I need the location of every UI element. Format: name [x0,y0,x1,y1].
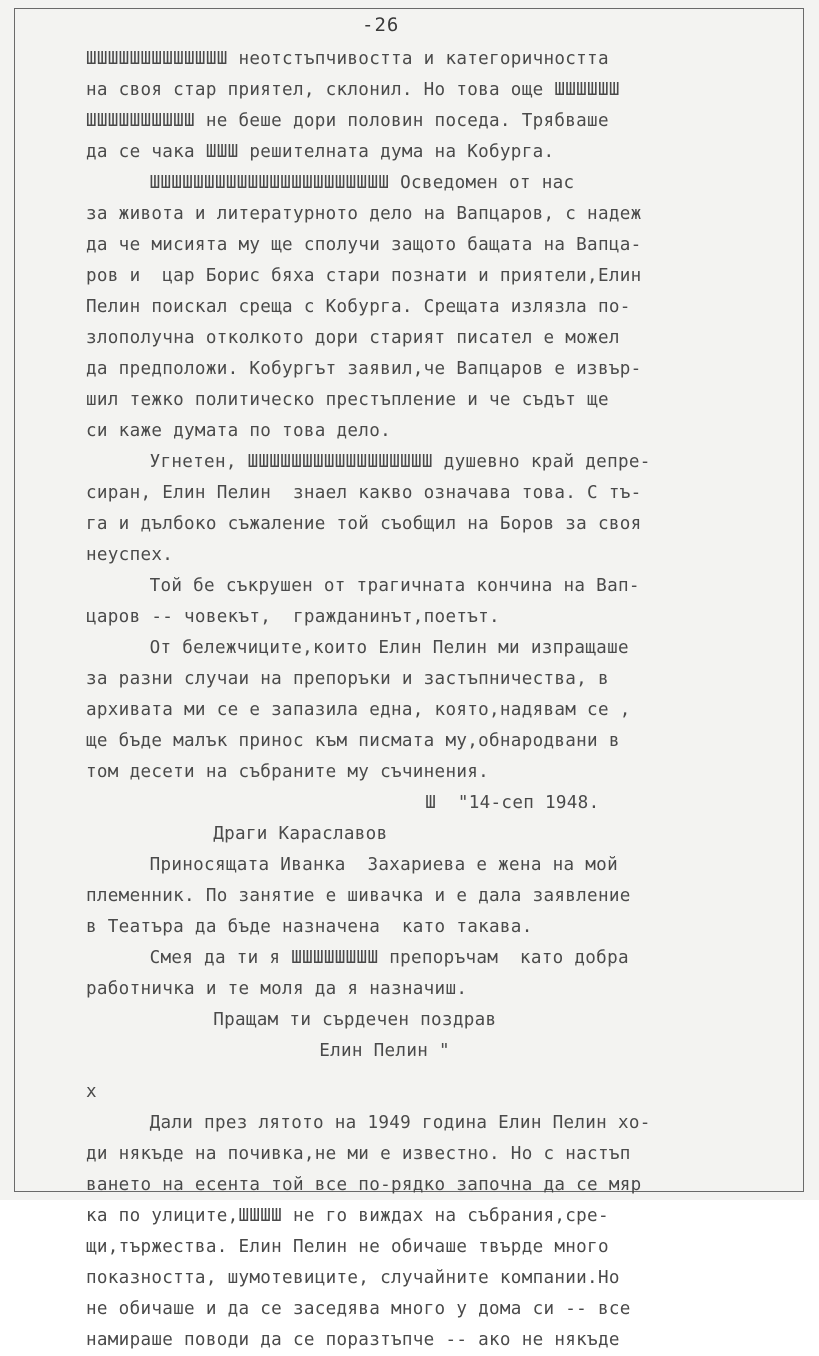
text-line: да предположи. Кобургът заявил,че Вапцаров е извър- [86,359,642,379]
line-spacer [86,1067,806,1073]
text-line: Ш "14-сеп 1948. [425,793,600,813]
text-line: царов -- човекът, гражданинът,поетът. [86,607,500,627]
text-line: ще бъде малък принос към писмата му,обнародвани в [86,731,620,751]
text-line: неуспех. [86,545,174,565]
text-line: Пелин поискал среща с Кобурга. Срещата излязла по- [86,297,631,317]
text-line: в Театъра да бъде назначена като такава. [86,917,533,937]
text-line: показността, шумотевиците, случайните компании.Но [86,1268,620,1288]
text-line: щи,тържества. Елин Пелин не обичаше твърде много [86,1237,609,1257]
text-line: ШШШШШШШШШШШШШ неотстъпчивостта и категоричността [86,49,609,69]
text-line: Драги Караславов [213,824,388,844]
text-line: за разни случаи на препоръки и застъпничества, в [86,669,609,689]
text-line: Смея да ти я ШШШШШШШШ препоръчам като добра [149,948,629,968]
text-line: х [86,1082,97,1102]
text-line: ров и цар Борис бяха стари познати и приятели,Елин [86,266,642,286]
text-line: Приносящата Иванка Захариева е жена на мой [149,855,618,875]
text-line: работничка и те моля да я назначиш. [86,979,468,999]
text-line: на своя стар приятел, склонил. Но това още ШШШШШШ [86,80,620,100]
text-line: Пращам ти сърдечен поздрав [213,1010,497,1030]
text-line: ШШШШШШШШШШШШШШШШШШШШШШ Осведомен от нас [149,173,575,193]
text-line: От бележчиците,които Елин Пелин ми изпращаше [149,638,629,658]
text-line: за живота и литературното дело на Вапцаров, с надеж [86,204,642,224]
text-line: ването на есента той все по-рядко започна да се мяр [86,1175,642,1195]
text-line: си каже думата по това дело. [86,421,391,441]
text-line: сиран, Елин Пелин знаел какво означава това. С тъ- [86,483,642,503]
text-line: намираше поводи да се поразтъпче -- ако не някъде [86,1330,620,1350]
text-line: шил тежко политическо престъпление и че съдът ще [86,390,609,410]
text-line: Дали през лятото на 1949 година Елин Пелин хо- [149,1113,651,1133]
text-line: Елин Пелин " [319,1041,450,1061]
text-line: племенник. По занятие е шивачка и е дала заявление [86,886,631,906]
text-line: да се чака ШШШ решителната дума на Кобурга. [86,142,555,162]
text-line: ди някъде на почивка,не ми е известно. Но с настъп [86,1144,631,1164]
text-line: не обичаше и да се заседява много у дома си -- все [86,1299,631,1319]
typewritten-body [86,44,806,1356]
text-line: Угнетен, ШШШШШШШШШШШШШШШШШ душевно край депре- [149,452,651,472]
page-number: -26 [362,14,400,36]
text-line: Той бе съкрушен от трагичната кончина на Вап- [149,576,640,596]
text-line: архивата ми се е запазила една, която,надявам се , [86,700,631,720]
text-line: злополучна отколкото дори старият писател е можел [86,328,620,348]
text-line: ка по улиците,ШШШШ не го виждах на събрания,сре- [86,1206,609,1226]
text-line: ШШШШШШШШШШ не беше дори половин поседа. Трябваше [86,111,609,131]
text-line: том десети на събраните му съчинения. [86,762,490,782]
text-line: га и дълбоко съжаление той съобщил на Боров за своя [86,514,642,534]
text-line: да че мисията му ще сполучи защото бащата на Вапца- [86,235,642,255]
